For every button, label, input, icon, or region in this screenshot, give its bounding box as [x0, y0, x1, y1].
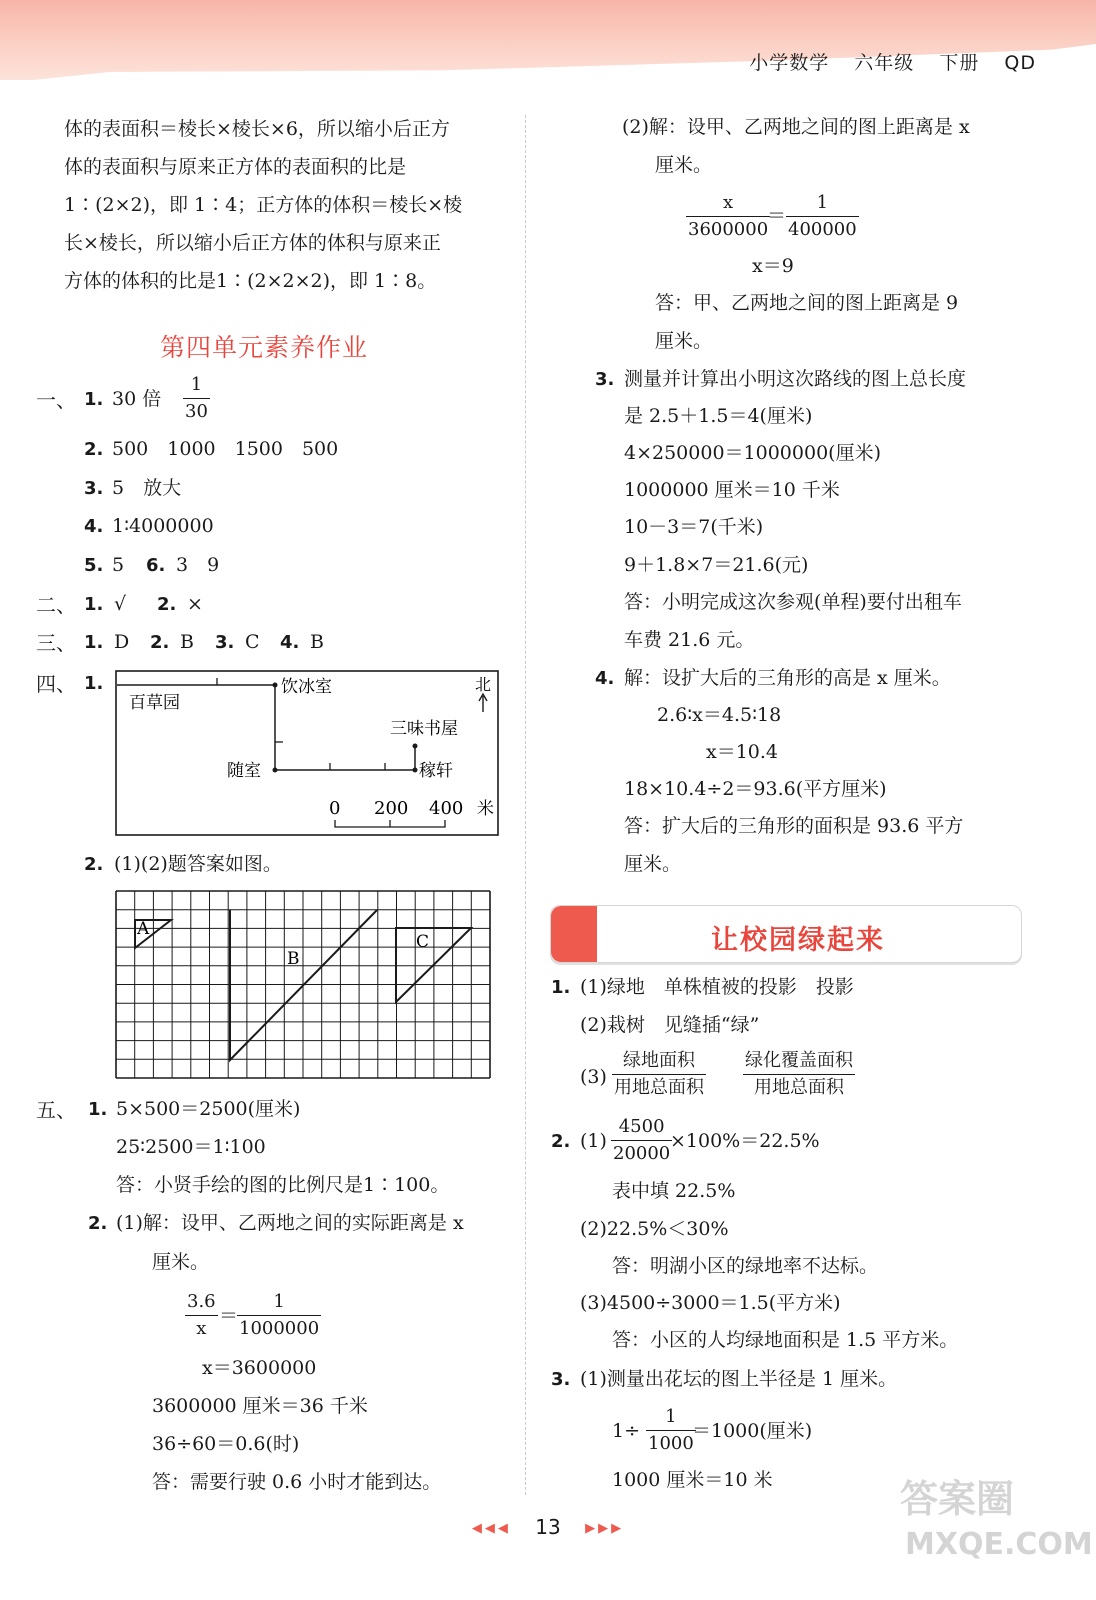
fraction-denominator: 3600000	[688, 219, 769, 240]
column-divider	[525, 115, 526, 1495]
fraction-denominator: 400000	[788, 219, 857, 240]
grid-figure	[115, 890, 493, 1082]
answer-text: 3 9	[176, 554, 220, 576]
part-label: 四、	[36, 672, 76, 696]
fraction	[686, 194, 770, 239]
header-info	[731, 48, 1036, 75]
fraction	[743, 1052, 855, 1097]
map-label-suishi: 随室	[227, 761, 261, 781]
fraction	[611, 1118, 672, 1163]
fraction-numerator: 4500	[611, 1118, 672, 1141]
fraction	[237, 1293, 321, 1338]
page-number: 13	[535, 1515, 561, 1539]
section-title: 第四单元素养作业	[160, 333, 369, 362]
grid-label-b: B	[287, 949, 300, 969]
answer-text: 厘米。	[655, 330, 713, 352]
fraction-denominator: x	[196, 1318, 207, 1339]
answer-text: x＝10.4	[706, 741, 779, 763]
fraction-numerator: 3.6	[185, 1293, 218, 1316]
part-label: 一、	[36, 388, 76, 412]
answer-text: 答：甲、乙两地之间的图上距离是 9	[655, 292, 959, 314]
text-line: 长×棱长，所以缩小后正方体的体积与原来正	[64, 232, 441, 254]
map-label-sanwei: 三味书屋	[390, 719, 458, 739]
grid-label-c: C	[416, 932, 430, 952]
answer-text: 10－3＝7(千米)	[624, 516, 764, 538]
answer-text: 答：小贤手绘的图的比例尺是1∶100。	[116, 1174, 450, 1196]
answer-text: 25∶2500＝1∶100	[116, 1136, 266, 1158]
question-number: 2.	[551, 1131, 571, 1152]
answer-text: 9＋1.8×7＝21.6(元)	[624, 554, 809, 576]
answer-text: 5	[112, 554, 125, 576]
answer-text: √	[114, 593, 127, 615]
banner-tab	[551, 906, 597, 962]
question-number: 6.	[146, 555, 166, 576]
answer-text: ＝1000(厘米)	[692, 1420, 813, 1442]
map-label-baicaoyuan: 百草园	[129, 693, 180, 713]
grid-label-a: A	[137, 919, 150, 939]
answer-text: 是 2.5＋1.5＝4(厘米)	[624, 405, 813, 427]
part-label: 二、	[36, 593, 76, 617]
section-banner	[550, 905, 1022, 963]
map-label-yinbingshi: 饮冰室	[281, 677, 332, 697]
answer-text: (1)测量出花坛的图上半径是 1 厘米。	[580, 1368, 898, 1390]
point-suishi	[273, 768, 278, 773]
question-number: 2.	[157, 594, 177, 615]
answer-text: 5×500＝2500(厘米)	[116, 1098, 301, 1120]
answer-text: 1000 厘米＝10 米	[612, 1469, 773, 1491]
fraction-numerator: 1	[786, 194, 859, 217]
question-number: 5.	[84, 555, 104, 576]
answer-text: (2)22.5%＜30%	[580, 1218, 729, 1240]
answer-text: (1)(2)题答案如图。	[114, 853, 282, 875]
question-number: 1.	[551, 977, 571, 998]
answer-text: (2)解：设甲、乙两地之间的图上距离是 x	[622, 116, 970, 138]
fraction	[612, 1052, 706, 1097]
answer-text: B	[310, 631, 324, 653]
answer-text: 答：明湖小区的绿地率不达标。	[612, 1255, 879, 1277]
answer-text: 答：扩大后的三角形的面积是 93.6 平方	[624, 815, 964, 837]
fraction	[786, 194, 859, 239]
answer-text: (2)栽树 见缝插“绿”	[580, 1014, 760, 1036]
text-line: 方体的体积的比是1∶(2×2×2)，即 1∶8。	[64, 270, 437, 292]
question-number: 4.	[595, 668, 615, 689]
fraction-denominator: 1000	[648, 1433, 694, 1454]
text-line: 1∶(2×2)，即 1∶4；正方体的体积＝棱长×棱	[64, 194, 463, 216]
scale-unit: 米	[477, 799, 494, 819]
answer-text: 厘米。	[655, 154, 713, 176]
answer-text: 答：需要行驶 0.6 小时才能到达。	[152, 1471, 442, 1493]
answer-text: 答：小区的人均绿地面积是 1.5 平方米。	[612, 1329, 959, 1351]
answer-text: (1)绿地 单株植被的投影 投影	[580, 976, 854, 998]
fraction-denominator: 20000	[613, 1143, 671, 1164]
answer-text: (1)解：设甲、乙两地之间的实际距离是 x	[116, 1212, 464, 1234]
answer-text: (1)	[580, 1130, 607, 1152]
question-number: 1.	[84, 673, 104, 694]
fraction-denominator: 用地总面积	[754, 1077, 844, 1098]
answer-text: C	[245, 631, 260, 653]
answer-text: D	[114, 631, 130, 653]
answer-text: 5 放大	[112, 477, 182, 499]
answer-text: B	[180, 631, 194, 653]
fraction-numerator: 1	[237, 1293, 321, 1316]
question-number: 1.	[84, 632, 104, 653]
fraction	[646, 1408, 696, 1453]
question-number: 3.	[215, 632, 235, 653]
answer-text: 18×10.4÷2＝93.6(平方厘米)	[624, 778, 887, 800]
answer-text: (3)4500÷3000＝1.5(平方米)	[580, 1292, 841, 1314]
answer-text: 1000000 厘米＝10 千米	[624, 479, 840, 501]
header-edition: QD	[1004, 52, 1036, 74]
question-number: 3.	[551, 1369, 571, 1390]
question-number: 3.	[595, 369, 615, 390]
question-number: 1.	[88, 1099, 108, 1120]
equals-sign: ＝	[767, 205, 787, 227]
question-number: 2.	[84, 854, 104, 875]
answer-text: 厘米。	[624, 853, 682, 875]
map-label-jiaxuan: 稼轩	[419, 761, 453, 781]
fraction-numerator: 绿地面积	[612, 1052, 706, 1075]
question-number: 1.	[84, 389, 104, 410]
answer-text: 解：设扩大后的三角形的高是 x 厘米。	[624, 667, 951, 689]
answer-text: 2.6∶x＝4.5∶18	[657, 704, 782, 726]
banner-title: 让校园绿起来	[711, 925, 885, 956]
map-label-north: 北	[475, 675, 492, 694]
answer-text: 30 倍	[112, 388, 162, 410]
answer-text: ×	[187, 593, 203, 615]
answer-text: ×100%＝22.5%	[670, 1130, 820, 1152]
question-number: 2.	[84, 439, 104, 460]
text-line: 体的表面积＝棱长×棱长×6，所以缩小后正方	[64, 118, 450, 140]
scale-label: 200	[374, 798, 409, 819]
fraction-numerator: 1	[183, 376, 210, 399]
header-grade: 六年级	[854, 52, 915, 74]
fraction-numerator: x	[686, 194, 770, 217]
question-number: 2.	[150, 632, 170, 653]
point-yinbingshi	[273, 683, 278, 688]
answer-text: 4×250000＝1000000(厘米)	[624, 442, 881, 464]
answer-text: 500 1000 1500 500	[112, 438, 339, 460]
question-number: 4.	[84, 516, 104, 537]
answer-text: (3)	[580, 1066, 607, 1088]
answer-text: 3600000 厘米＝36 千米	[152, 1395, 368, 1417]
header-subject: 小学数学	[749, 52, 830, 74]
answer-text: 表中填 22.5%	[612, 1180, 736, 1202]
answer-text: 车费 21.6 元。	[624, 629, 755, 651]
fraction-denominator: 30	[185, 401, 208, 422]
scale-label: 0	[329, 798, 341, 819]
question-number: 1.	[84, 594, 104, 615]
watermark-logo: 答案圈	[900, 1477, 1015, 1521]
answer-text: 1÷	[612, 1420, 641, 1442]
watermark-url: MXQE.COM	[905, 1527, 1093, 1562]
scale-bar	[335, 820, 445, 827]
answer-text: x＝3600000	[202, 1357, 317, 1379]
answer-text: 36÷60＝0.6(时)	[152, 1433, 300, 1455]
answer-text: 1∶4000000	[112, 515, 214, 537]
route-map	[115, 670, 500, 838]
fraction	[183, 376, 210, 421]
question-number: 3.	[84, 478, 104, 499]
answer-text: x＝9	[752, 255, 794, 277]
question-number: 2.	[88, 1213, 108, 1234]
question-number: 4.	[280, 632, 300, 653]
answer-text: 厘米。	[152, 1251, 210, 1273]
fraction-numerator: 绿化覆盖面积	[743, 1052, 855, 1075]
part-label: 五、	[36, 1098, 76, 1122]
point-sanwei	[413, 744, 418, 749]
part-label: 三、	[36, 631, 76, 655]
header-volume: 下册	[939, 52, 980, 74]
fraction-numerator: 1	[646, 1408, 696, 1431]
answer-text: 测量并计算出小明这次路线的图上总长度	[624, 368, 967, 390]
equals-sign: ＝	[219, 1305, 239, 1327]
fraction-denominator: 用地总面积	[614, 1077, 704, 1098]
fraction-denominator: 1000000	[239, 1318, 320, 1339]
scale-label: 400	[429, 798, 464, 819]
text-line: 体的表面积与原来正方体的表面积的比是	[64, 156, 407, 178]
point-jiaxuan	[413, 768, 418, 773]
answer-text: 答：小明完成这次参观(单程)要付出租车	[624, 591, 962, 613]
right-arrows-icon: ▶▶▶	[585, 1521, 625, 1536]
left-arrows-icon: ◀◀◀	[471, 1521, 511, 1536]
fraction	[185, 1293, 218, 1338]
